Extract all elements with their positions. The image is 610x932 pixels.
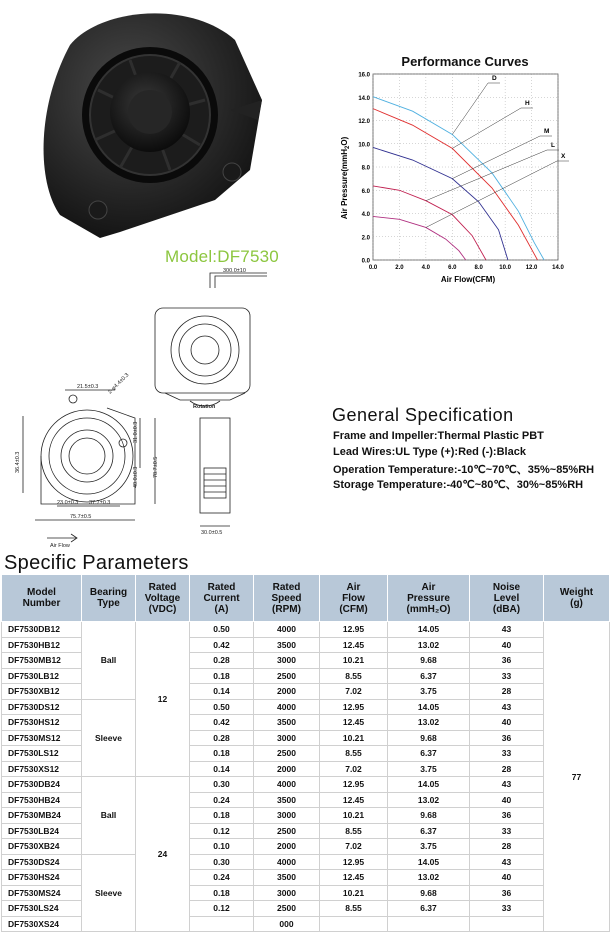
value-cell: 36 <box>470 885 544 901</box>
model-cell: DF7530LS24 <box>2 901 82 917</box>
value-cell: 7.02 <box>320 684 388 700</box>
series-label: X <box>561 153 566 160</box>
model-cell: DF7530DS12 <box>2 699 82 715</box>
y-tick-label: 14.0 <box>358 95 370 102</box>
value-cell <box>388 916 470 932</box>
series-line-h <box>373 109 538 260</box>
value-cell <box>320 916 388 932</box>
spec-operation-temp: Operation Temperature:-10℃~70℃、35%~85%RH <box>333 464 595 476</box>
series-label: M <box>544 128 550 135</box>
value-cell: 0.24 <box>190 792 254 808</box>
value-cell: 33 <box>470 668 544 684</box>
value-cell: 0.42 <box>190 715 254 731</box>
model-cell: DF7530HB12 <box>2 637 82 653</box>
value-cell: 0.14 <box>190 761 254 777</box>
x-tick-label: 0.0 <box>368 265 378 271</box>
value-cell: 7.02 <box>320 761 388 777</box>
value-cell: 28 <box>470 761 544 777</box>
bearing-cell: Sleeve <box>82 854 136 932</box>
column-header: Rated Current (A) <box>190 575 254 622</box>
voltage-cell: 24 <box>136 777 190 932</box>
value-cell: 10.21 <box>320 885 388 901</box>
dim-31: 31.0±0.3 <box>133 421 139 443</box>
value-cell: 8.55 <box>320 901 388 917</box>
column-header: Rated Speed (RPM) <box>254 575 320 622</box>
value-cell: 28 <box>470 839 544 855</box>
value-cell: 9.68 <box>388 808 470 824</box>
value-cell: 14.05 <box>388 622 470 638</box>
series-leader <box>426 161 557 227</box>
value-cell: 0.42 <box>190 637 254 653</box>
model-cell: DF7530DS24 <box>2 854 82 870</box>
value-cell: 8.55 <box>320 746 388 762</box>
value-cell: 4000 <box>254 854 320 870</box>
dim-75: 75.7±0.5 <box>70 514 92 520</box>
value-cell: 3.75 <box>388 684 470 700</box>
spec-storage-temp: Storage Temperature:-40℃~80℃、30%~85%RH <box>333 479 584 491</box>
model-cell: DF7530XS12 <box>2 761 82 777</box>
value-cell: 0.18 <box>190 885 254 901</box>
value-cell: 43 <box>470 777 544 793</box>
model-cell: DF7530LB12 <box>2 668 82 684</box>
value-cell: 40 <box>470 870 544 886</box>
dim-30: 30.0±0.5 <box>201 530 223 536</box>
value-cell: 3.75 <box>388 761 470 777</box>
model-cell: DF7530XB12 <box>2 684 82 700</box>
value-cell: 36 <box>470 730 544 746</box>
value-cell: 3000 <box>254 808 320 824</box>
rotation-label: Rotation <box>193 404 216 410</box>
value-cell: 36 <box>470 653 544 669</box>
x-tick-label: 6.0 <box>448 265 457 271</box>
value-cell: 0.50 <box>190 699 254 715</box>
model-cell: DF7530XB24 <box>2 839 82 855</box>
bearing-cell: Sleeve <box>82 699 136 777</box>
general-spec-title: General Specification <box>332 405 514 425</box>
value-cell: 12.45 <box>320 870 388 886</box>
value-cell: 10.21 <box>320 653 388 669</box>
value-cell: 0.30 <box>190 854 254 870</box>
column-header: Model Number <box>2 575 82 622</box>
value-cell: 9.68 <box>388 653 470 669</box>
series-line-m <box>373 147 508 260</box>
value-cell: 2500 <box>254 901 320 917</box>
y-tick-label: 6.0 <box>361 188 370 195</box>
dim-78: 78.7±0.5 <box>153 456 159 478</box>
series-line-d <box>373 97 544 260</box>
y-tick-label: 16.0 <box>358 72 370 79</box>
dim-cable: 300.0±10 <box>223 268 246 274</box>
x-tick-label: 10.0 <box>499 265 511 271</box>
value-cell: 0.28 <box>190 730 254 746</box>
value-cell: 4000 <box>254 699 320 715</box>
voltage-cell: 12 <box>136 622 190 777</box>
value-cell: 3000 <box>254 885 320 901</box>
dim-holes: 2-φ4.4±0.3 <box>107 372 131 396</box>
column-header: Air Pressure (mmH₂O) <box>388 575 470 622</box>
value-cell: 43 <box>470 622 544 638</box>
value-cell: 0.10 <box>190 839 254 855</box>
model-cell: DF7530HS12 <box>2 715 82 731</box>
model-cell: DF7530HB24 <box>2 792 82 808</box>
chart-grid <box>373 74 558 260</box>
value-cell <box>190 916 254 932</box>
value-cell: 6.37 <box>388 746 470 762</box>
model-label: Model:DF7530 <box>165 247 279 266</box>
value-cell: 3500 <box>254 715 320 731</box>
value-cell: 0.24 <box>190 870 254 886</box>
value-cell: 13.02 <box>388 792 470 808</box>
model-cell: DF7530DB24 <box>2 777 82 793</box>
value-cell: 6.37 <box>388 901 470 917</box>
value-cell: 12.45 <box>320 637 388 653</box>
column-header: Weight (g) <box>544 575 610 622</box>
value-cell: 0.14 <box>190 684 254 700</box>
value-cell: 14.05 <box>388 777 470 793</box>
value-cell: 14.05 <box>388 699 470 715</box>
model-cell: DF7530MB24 <box>2 808 82 824</box>
model-cell: DF7530LB24 <box>2 823 82 839</box>
x-tick-label: 4.0 <box>421 265 431 271</box>
table-row <box>2 699 610 715</box>
value-cell: 6.37 <box>388 668 470 684</box>
y-tick-label: 0.0 <box>361 258 370 265</box>
chart-xlabel: Air Flow(CFM) <box>440 275 496 284</box>
dim-36: 36.4±0.3 <box>15 451 21 473</box>
value-cell: 12.95 <box>320 854 388 870</box>
spec-frame: Frame and Impeller:Thermal Plastic PBT <box>333 430 544 442</box>
value-cell: 0.12 <box>190 823 254 839</box>
value-cell: 3500 <box>254 870 320 886</box>
value-cell: 12.45 <box>320 792 388 808</box>
value-cell: 0.18 <box>190 808 254 824</box>
bearing-cell: Ball <box>82 622 136 700</box>
chart-series <box>373 97 544 260</box>
value-cell: 36 <box>470 808 544 824</box>
dim-21: 21.5±0.3 <box>77 384 99 390</box>
column-header: Air Flow (CFM) <box>320 575 388 622</box>
value-cell: 0.12 <box>190 901 254 917</box>
value-cell: 0.18 <box>190 746 254 762</box>
value-cell: 12.95 <box>320 699 388 715</box>
table-row <box>2 777 610 793</box>
technical-drawing <box>5 268 295 560</box>
value-cell: 4000 <box>254 777 320 793</box>
series-leader <box>452 136 540 179</box>
value-cell: 2000 <box>254 684 320 700</box>
value-cell: 6.37 <box>388 823 470 839</box>
dim-23: 23.0±0.3 <box>57 500 79 506</box>
x-tick-label: 2.0 <box>395 265 404 271</box>
model-cell: DF7530XS24 <box>2 916 82 932</box>
y-tick-label: 12.0 <box>358 119 370 125</box>
value-cell: 33 <box>470 901 544 917</box>
value-cell: 10.21 <box>320 730 388 746</box>
table-header-row <box>2 575 610 622</box>
y-tick-label: 10.0 <box>358 142 370 149</box>
value-cell: 3500 <box>254 637 320 653</box>
series-line-l <box>373 186 486 260</box>
value-cell: 3500 <box>254 792 320 808</box>
value-cell: 0.30 <box>190 777 254 793</box>
value-cell: 40 <box>470 715 544 731</box>
model-cell: DF7530HS24 <box>2 870 82 886</box>
x-tick-label: 14.0 <box>552 265 564 271</box>
value-cell: 12.95 <box>320 622 388 638</box>
column-header: Bearing Type <box>82 575 136 622</box>
model-cell: DF7530DB12 <box>2 622 82 638</box>
value-cell: 8.55 <box>320 823 388 839</box>
model-cell: DF7530MB12 <box>2 653 82 669</box>
value-cell: 10.21 <box>320 808 388 824</box>
dim-40: 40.0±0.3 <box>133 466 139 488</box>
model-cell: DF7530LS12 <box>2 746 82 762</box>
value-cell: 13.02 <box>388 715 470 731</box>
value-cell: 3.75 <box>388 839 470 855</box>
spec-wires: Lead Wires:UL Type (+):Red (-):Black <box>333 446 526 458</box>
value-cell: 33 <box>470 823 544 839</box>
value-cell: 12.45 <box>320 715 388 731</box>
value-cell: 0.18 <box>190 668 254 684</box>
series-line-x <box>373 216 466 260</box>
value-cell: 43 <box>470 699 544 715</box>
value-cell: 2000 <box>254 839 320 855</box>
value-cell: 2500 <box>254 668 320 684</box>
airflow-label: Air Flow <box>50 543 70 549</box>
value-cell: 8.55 <box>320 668 388 684</box>
column-header: Noise Level (dBA) <box>470 575 544 622</box>
series-label: L <box>551 142 555 149</box>
value-cell: 13.02 <box>388 637 470 653</box>
table-row <box>2 854 610 870</box>
value-cell: 12.95 <box>320 777 388 793</box>
value-cell: 33 <box>470 746 544 762</box>
series-leader <box>452 83 488 134</box>
model-cell: DF7530MS12 <box>2 730 82 746</box>
value-cell: 2000 <box>254 761 320 777</box>
column-header: Rated Voltage (VDC) <box>136 575 190 622</box>
value-cell: 2500 <box>254 746 320 762</box>
value-cell: 4000 <box>254 622 320 638</box>
specific-params-table <box>1 574 610 932</box>
performance-chart <box>335 68 575 286</box>
value-cell: 14.05 <box>388 854 470 870</box>
chart-title: Performance Curves <box>401 54 529 69</box>
value-cell: 28 <box>470 684 544 700</box>
value-cell: 0.28 <box>190 653 254 669</box>
bearing-cell: Ball <box>82 777 136 855</box>
series-label: H <box>525 100 530 107</box>
value-cell: 9.68 <box>388 730 470 746</box>
value-cell <box>470 916 544 932</box>
y-tick-label: 2.0 <box>361 235 370 242</box>
dim-37: 37.7±0.3 <box>89 500 111 506</box>
series-leader <box>452 108 521 148</box>
weight-cell: 77 <box>544 622 610 932</box>
value-cell: 7.02 <box>320 839 388 855</box>
series-label: D <box>492 75 497 82</box>
x-tick-label: 8.0 <box>474 265 483 271</box>
fan-photo <box>0 0 270 245</box>
model-cell: DF7530MS24 <box>2 885 82 901</box>
y-tick-label: 8.0 <box>361 165 370 172</box>
y-tick-label: 4.0 <box>361 212 370 218</box>
chart-labels <box>426 75 569 227</box>
value-cell: 0.50 <box>190 622 254 638</box>
value-cell: 3000 <box>254 653 320 669</box>
specific-params-title: Specific Parameters <box>4 552 189 574</box>
value-cell: 40 <box>470 637 544 653</box>
value-cell: 43 <box>470 854 544 870</box>
chart-ylabel: Air Pressure(mmH$_2$O) <box>340 136 351 220</box>
value-cell: 9.68 <box>388 885 470 901</box>
value-cell: 3000 <box>254 730 320 746</box>
table-row <box>2 622 610 638</box>
value-cell: 13.02 <box>388 870 470 886</box>
value-cell: 2500 <box>254 823 320 839</box>
value-cell: 40 <box>470 792 544 808</box>
value-cell: 000 <box>254 916 320 932</box>
x-tick-label: 12.0 <box>525 265 538 271</box>
